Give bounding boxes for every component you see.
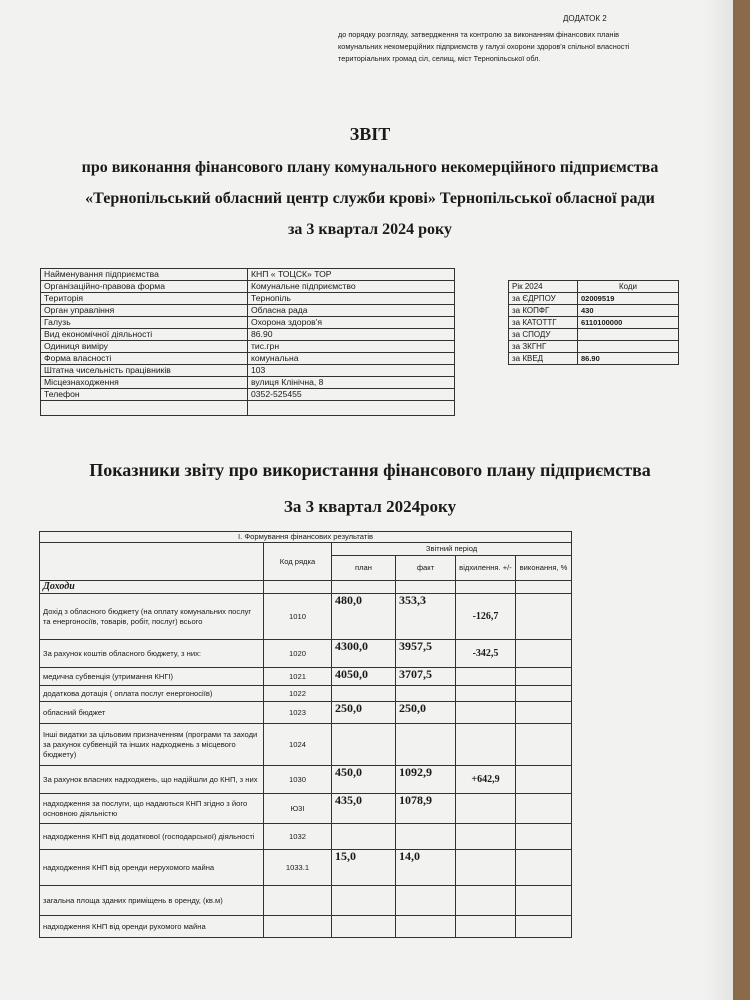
row-code: 1010 bbox=[264, 594, 332, 640]
year-label: Рік 2024 bbox=[509, 281, 578, 293]
info-value: вулиця Клінічна, 8 bbox=[248, 377, 455, 389]
row-name: загальна площа зданих приміщень в оренду, (кв.м) bbox=[40, 886, 264, 916]
code-row bbox=[509, 353, 679, 365]
codes-table bbox=[508, 280, 679, 365]
col-period-header: Звітний період bbox=[332, 543, 572, 556]
header-row bbox=[40, 543, 572, 556]
code-key: за СПОДУ bbox=[509, 329, 578, 341]
code-row bbox=[509, 329, 679, 341]
row-plan bbox=[332, 916, 396, 938]
info-value: КНП « ТОЦСК» ТОР bbox=[248, 269, 455, 281]
row-plan bbox=[332, 824, 396, 850]
table-row bbox=[40, 916, 572, 938]
row-deviation bbox=[456, 886, 516, 916]
row-percent bbox=[516, 850, 572, 886]
table-row bbox=[40, 766, 572, 794]
info-value: 103 bbox=[248, 365, 455, 377]
row-deviation bbox=[456, 668, 516, 686]
order-note-line: до порядку розгляду, затвердження та контролю за виконанням фінансових планів bbox=[338, 30, 619, 39]
row-fact: 250,0 bbox=[396, 702, 456, 724]
info-row bbox=[41, 269, 455, 281]
code-value bbox=[578, 341, 679, 353]
row-percent bbox=[516, 916, 572, 938]
row-fact: 3957,5 bbox=[396, 640, 456, 668]
row-code: Ю3І bbox=[264, 794, 332, 824]
info-value: Комунальне підприємство bbox=[248, 281, 455, 293]
row-deviation bbox=[456, 916, 516, 938]
row-code: 1022 bbox=[264, 686, 332, 702]
row-percent bbox=[516, 794, 572, 824]
info-row bbox=[41, 281, 455, 293]
row-deviation bbox=[456, 702, 516, 724]
row-deviation bbox=[456, 850, 516, 886]
info-label: Організаційно-правова форма bbox=[41, 281, 248, 293]
code-row bbox=[509, 317, 679, 329]
info-label: Орган управління bbox=[41, 305, 248, 317]
code-key: за КОПФГ bbox=[509, 305, 578, 317]
info-label: Галузь bbox=[41, 317, 248, 329]
row-name: надходження за послуги, що надаються КНП згідно з його основною діяльністю bbox=[40, 794, 264, 824]
row-deviation bbox=[456, 724, 516, 766]
row-name: обласний бюджет bbox=[40, 702, 264, 724]
info-label: Вид економічної діяльності bbox=[41, 329, 248, 341]
info-value bbox=[248, 401, 455, 416]
row-plan: 450,0 bbox=[332, 766, 396, 794]
report-period: за 3 квартал 2024 року bbox=[287, 221, 453, 238]
code-value: 6110100000 bbox=[578, 317, 679, 329]
row-code bbox=[264, 916, 332, 938]
table-row bbox=[40, 824, 572, 850]
code-key: за КВЕД bbox=[509, 353, 578, 365]
info-row bbox=[41, 293, 455, 305]
row-fact: 14,0 bbox=[396, 850, 456, 886]
row-percent bbox=[516, 824, 572, 850]
section-title: І. Формування фінансових результатів bbox=[40, 532, 572, 543]
income-label: Доходи bbox=[40, 581, 264, 594]
row-percent bbox=[516, 766, 572, 794]
row-name: Інші видатки за цільовим призначенням (програми та заходи за рахунок субвенцій та інших надходжень з місцевого бюджету) bbox=[40, 724, 264, 766]
info-row bbox=[41, 329, 455, 341]
row-plan: 435,0 bbox=[332, 794, 396, 824]
col-dev-header: відхилення. +/- bbox=[456, 556, 516, 581]
row-fact bbox=[396, 916, 456, 938]
code-key: за ЗКГНГ bbox=[509, 341, 578, 353]
row-deviation bbox=[456, 794, 516, 824]
row-fact: 353,3 bbox=[396, 594, 456, 640]
order-note-line: комунальних некомерційних підприємств у галузі охорони здоров'я спільної власності bbox=[338, 42, 630, 51]
info-value: Обласна рада bbox=[248, 305, 455, 317]
info-row bbox=[41, 317, 455, 329]
report-organization: «Тернопільський обласний центр служби крові» Тернопільської обласної ради bbox=[85, 190, 655, 207]
row-name: додаткова дотація ( оплата послуг енергоносіїв) bbox=[40, 686, 264, 702]
code-value: 02009519 bbox=[578, 293, 679, 305]
row-deviation: -342,5 bbox=[456, 640, 516, 668]
info-label: Територія bbox=[41, 293, 248, 305]
info-label: Найменування підприємства bbox=[41, 269, 248, 281]
row-plan bbox=[332, 886, 396, 916]
info-row bbox=[41, 341, 455, 353]
row-fact bbox=[396, 824, 456, 850]
codes-header-row bbox=[509, 281, 679, 293]
row-fact: 1092,9 bbox=[396, 766, 456, 794]
table-row bbox=[40, 702, 572, 724]
col-plan-header: план bbox=[332, 556, 396, 581]
col-pct-header: виконання, % bbox=[516, 556, 572, 581]
indicators-title: Показники звіту про використання фінансового плану підприємства bbox=[89, 460, 651, 480]
row-code: 1030 bbox=[264, 766, 332, 794]
row-name: надходження КНП від оренди нерухомого майна bbox=[40, 850, 264, 886]
info-row bbox=[41, 389, 455, 401]
table-row bbox=[40, 594, 572, 640]
row-fact: 1078,9 bbox=[396, 794, 456, 824]
code-row bbox=[509, 341, 679, 353]
row-name: За рахунок власних надходжень, що надійшли до КНП, з них bbox=[40, 766, 264, 794]
row-code: 1023 bbox=[264, 702, 332, 724]
appendix-label: ДОДАТОК 2 bbox=[563, 14, 607, 23]
info-label: Форма власності bbox=[41, 353, 248, 365]
row-percent bbox=[516, 668, 572, 686]
row-percent bbox=[516, 594, 572, 640]
row-plan: 4050,0 bbox=[332, 668, 396, 686]
row-fact bbox=[396, 724, 456, 766]
row-percent bbox=[516, 724, 572, 766]
table-row bbox=[40, 668, 572, 686]
table-row bbox=[40, 640, 572, 668]
row-name: надходження КНП від додаткової (господарської) діяльності bbox=[40, 824, 264, 850]
table-row bbox=[40, 686, 572, 702]
code-value bbox=[578, 329, 679, 341]
info-value: комунальна bbox=[248, 353, 455, 365]
report-title: ЗВІТ bbox=[349, 124, 391, 144]
row-percent bbox=[516, 702, 572, 724]
info-value: 86.90 bbox=[248, 329, 455, 341]
indicators-period: За 3 квартал 2024року bbox=[283, 497, 457, 516]
row-plan: 4300,0 bbox=[332, 640, 396, 668]
row-fact bbox=[396, 686, 456, 702]
row-name: За рахунок коштів обласного бюджету, з них: bbox=[40, 640, 264, 668]
table-row bbox=[40, 724, 572, 766]
row-code: 1021 bbox=[264, 668, 332, 686]
row-code bbox=[264, 886, 332, 916]
info-label bbox=[41, 401, 248, 416]
row-name: медична субвенція (утримання КНГІ) bbox=[40, 668, 264, 686]
order-note bbox=[338, 29, 668, 65]
col-fact-header: факт bbox=[396, 556, 456, 581]
info-row bbox=[41, 401, 455, 416]
income-row bbox=[40, 581, 572, 594]
col-code-header: Код рядка bbox=[264, 543, 332, 581]
info-label: Штатна чисельність працівників bbox=[41, 365, 248, 377]
row-percent bbox=[516, 640, 572, 668]
row-code: 1033.1 bbox=[264, 850, 332, 886]
row-percent bbox=[516, 886, 572, 916]
section-title-row bbox=[40, 532, 572, 543]
financial-results-table bbox=[39, 531, 572, 938]
codes-header: Коди bbox=[578, 281, 679, 293]
table-row bbox=[40, 794, 572, 824]
row-percent bbox=[516, 686, 572, 702]
info-label: Місцезнаходження bbox=[41, 377, 248, 389]
row-fact bbox=[396, 886, 456, 916]
row-deviation: +642,9 bbox=[456, 766, 516, 794]
report-subtitle: про виконання фінансового плану комунального некомерційного підприємства bbox=[81, 159, 659, 176]
enterprise-info-table bbox=[40, 268, 455, 416]
info-label: Телефон bbox=[41, 389, 248, 401]
code-key: за КАТОТТГ bbox=[509, 317, 578, 329]
row-code: 1032 bbox=[264, 824, 332, 850]
row-code: 1020 bbox=[264, 640, 332, 668]
row-code: 1024 bbox=[264, 724, 332, 766]
info-value: тис.грн bbox=[248, 341, 455, 353]
info-label: Одиниця виміру bbox=[41, 341, 248, 353]
row-plan: 480,0 bbox=[332, 594, 396, 640]
row-deviation bbox=[456, 686, 516, 702]
code-row bbox=[509, 305, 679, 317]
code-value: 430 bbox=[578, 305, 679, 317]
row-plan bbox=[332, 686, 396, 702]
info-row bbox=[41, 365, 455, 377]
row-deviation bbox=[456, 824, 516, 850]
info-row bbox=[41, 305, 455, 317]
row-name: Дохід з обласного бюджету (на оплату комунальних послуг та енергоносіїв, товарів, робіт, послуг) всього bbox=[40, 594, 264, 640]
row-deviation: -126,7 bbox=[456, 594, 516, 640]
code-row bbox=[509, 293, 679, 305]
row-plan bbox=[332, 724, 396, 766]
info-value: Тернопіль bbox=[248, 293, 455, 305]
code-key: за ЄДРПОУ bbox=[509, 293, 578, 305]
row-fact: 3707,5 bbox=[396, 668, 456, 686]
info-value: 0352-525455 bbox=[248, 389, 455, 401]
order-note-line: територіальних громад сіл, селищ, міст Тернопільської обл. bbox=[338, 54, 541, 63]
row-plan: 250,0 bbox=[332, 702, 396, 724]
info-value: Охорона здоров'я bbox=[248, 317, 455, 329]
table-row bbox=[40, 886, 572, 916]
row-name: надходження КНП від оренди рухомого майна bbox=[40, 916, 264, 938]
info-row bbox=[41, 353, 455, 365]
code-value: 86.90 bbox=[578, 353, 679, 365]
table-row bbox=[40, 850, 572, 886]
info-row bbox=[41, 377, 455, 389]
row-plan: 15,0 bbox=[332, 850, 396, 886]
